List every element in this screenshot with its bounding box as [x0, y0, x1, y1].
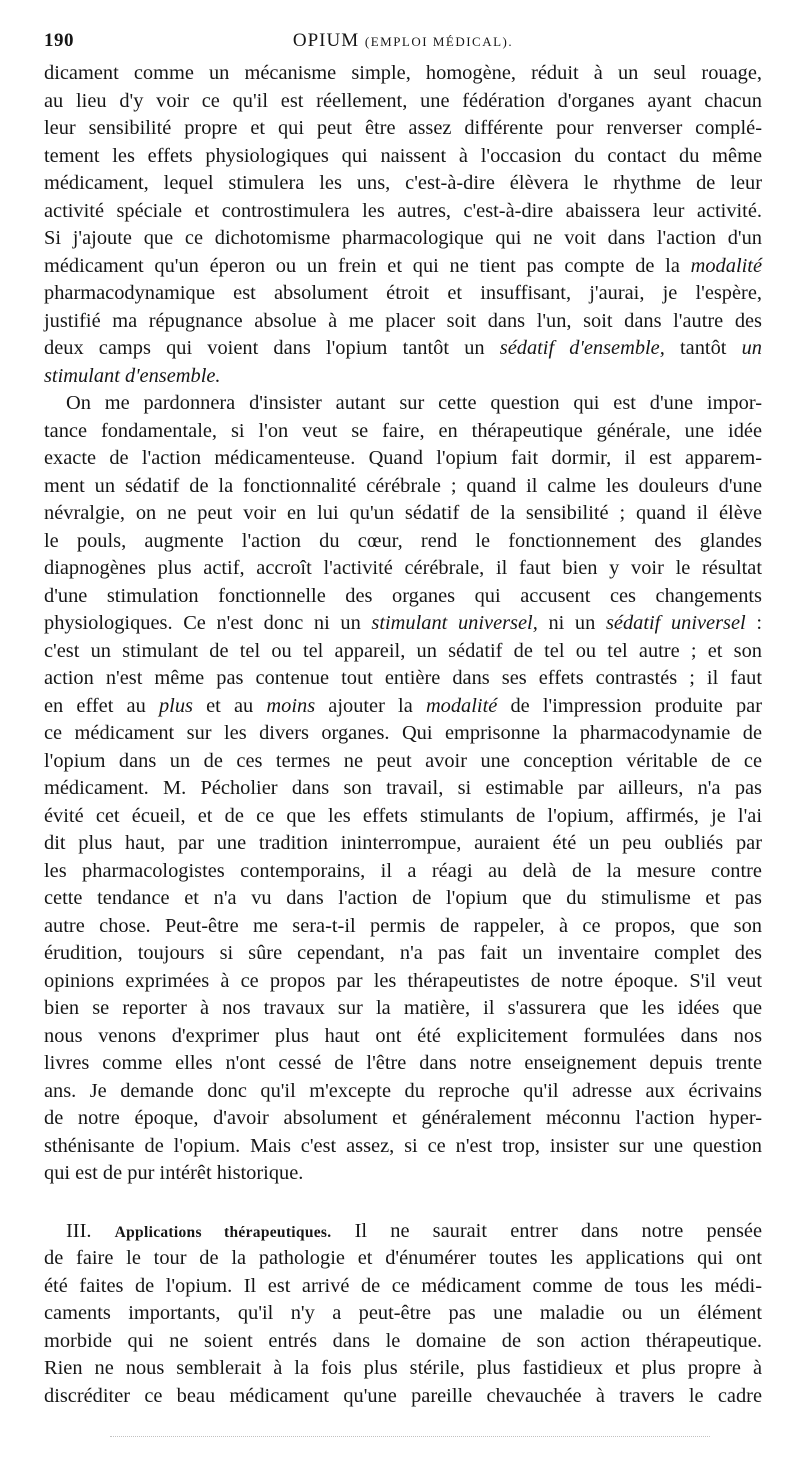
text-line: ce médicament sur les divers organes. Qui emprisonne la pharmacodynamie de [44, 722, 762, 744]
text-line: morbide qui ne soient entrés dans le domaine de son action thérapeutique. [44, 1329, 762, 1352]
text-line: ment un sédatif de la fonctionnalité cérébrale ; quand il calme les douleurs d'une [44, 474, 762, 497]
text-line: l'opium dans un de ces termes ne peut avoir une conception véritable de ce [44, 749, 762, 772]
italic-term: moins [266, 694, 316, 717]
text-line: pharmacodynamique est absolument étroit et insuffisant, j'aurai, je l'espère, [44, 282, 762, 304]
text-run: médicament qu'un éperon ou un frein et qui ne tient pas compte de la [44, 254, 691, 277]
text-line: discréditer ce beau médicament qu'une pareille chevauchée à travers le cadre [44, 1384, 762, 1407]
text-line: dicament comme un mécanisme simple, homogène, réduit à un seul rouage, [44, 62, 762, 84]
text-line: d'une stimulation fonctionnelle des organes qui accusent ces changements [44, 584, 762, 607]
text-line: autre chose. Peut-être me sera-t-il permis de rappeler, à ce propos, que son [44, 914, 762, 937]
text-line: c'est un stimulant de tel ou tel appareil, un sédatif de tel ou tel autre ; et son [44, 639, 762, 662]
text-line: leur sensibilité propre et qui peut être assez différente pour renverser complé- [44, 117, 762, 139]
text-line: les pharmacologistes contemporains, il a réagi au delà de la mesure contre [44, 859, 762, 882]
italic-term: sédatif universel [605, 612, 746, 634]
text-line: de faire le tour de la pathologie et d'énumérer toutes les applications qui ont [44, 1247, 762, 1269]
text-line [44, 335, 762, 363]
text-line: dit plus haut, par une tradition ininterrompue, auraient été un peu oubliés par [44, 832, 762, 854]
italic-term: stimulant d'ensemble. [44, 364, 221, 387]
page-number: 190 [44, 30, 74, 51]
running-head [44, 26, 762, 60]
text-run: : [745, 612, 762, 634]
text-line: diapnogènes plus actif, accroît l'activité cérébrale, il faut bien y voir le résultat [44, 557, 762, 579]
text-line: névralgie, on ne peut voir en lui qu'un sédatif de la sensibilité ; quand il élève [44, 502, 762, 524]
text-line: On me pardonnera d'insister autant sur cette question qui est d'une impor- [66, 392, 762, 414]
text-line: été faites de l'opium. Il est arrivé de ce médicament comme de tous les médi- [44, 1274, 762, 1297]
paragraph [44, 390, 762, 1188]
document-page [44, 26, 762, 1410]
text-line: justifié ma répugnance absolue à me placer soit dans l'un, soit dans l'autre des [44, 309, 762, 332]
running-title [44, 30, 762, 52]
text-run: deux camps qui voient dans l'opium tantôt un [44, 337, 500, 359]
text-line: érudition, toujours si sûre cependant, n'a pas fait un inventaire complet des [44, 942, 762, 964]
text-line: médicament, lequel stimulera les uns, c'est-à-dire élèvera le rhythme de leur [44, 172, 762, 194]
text-run: ajouter la [315, 694, 426, 717]
text-run: ni un [537, 612, 606, 634]
text-line [44, 1218, 762, 1246]
running-title-sub: (EMPLOI MÉDICAL). [364, 34, 514, 49]
section-title: Applications thérapeutiques. [114, 1223, 332, 1241]
text-run: de l'impression produite par [497, 694, 762, 717]
text-line: évité cet écueil, et de ce que les effets stimulants de l'opium, affirmés, je l'ai [44, 804, 762, 827]
text-run: tantôt [664, 337, 742, 359]
text-line: cette tendance et n'a vu dans l'action de l'opium que du stimulisme et pas [44, 887, 762, 909]
italic-term: stimulant universel, [371, 612, 538, 634]
text-line [44, 693, 762, 721]
paragraph-continued [44, 60, 762, 390]
text-line: sthénisante de l'opium. Mais c'est assez, si ce n'est trop, insister sur une question [44, 1134, 762, 1157]
section-therapeutic-applications [44, 1218, 762, 1411]
italic-term: sédatif d'ensemble, [499, 337, 665, 359]
text-line: opinions exprimées à ce propos par les thérapeutistes de notre époque. S'il veut [44, 969, 762, 992]
bottom-edge-artifact [110, 1436, 710, 1441]
text-run: Il ne saurait entrer dans notre pensée [331, 1219, 762, 1242]
text-line: tement les effets physiologiques qui naissent à l'occasion du contact du même [44, 144, 762, 167]
text-line: bien se reporter à nos travaux sur la matière, il s'assurera que les idées que [44, 997, 762, 1019]
text-run: en effet au [44, 694, 159, 717]
text-line: exacte de l'action médicamenteuse. Quand l'opium fait dormir, il est apparem- [44, 447, 762, 469]
text-line: caments importants, qu'il n'y a peut-être pas une maladie ou un élément [44, 1302, 762, 1324]
section-spacer [44, 1188, 762, 1218]
text-line: au lieu d'y voir ce qu'il est réellement, une fédération d'organes ayant chacun [44, 89, 762, 112]
text-line: Si j'ajoute que ce dichotomisme pharmacologique qui ne voit dans l'action d'un [44, 227, 762, 249]
text-line: nous venons d'exprimer plus haut ont été explicitement formulées dans nos [44, 1024, 762, 1047]
text-line: tance fondamentale, si l'on veut se faire, en thérapeutique générale, une idée [44, 419, 762, 442]
running-title-main: OPIUM [292, 30, 360, 51]
text-line [44, 363, 762, 391]
section-number: III. [66, 1219, 92, 1242]
italic-term: modalité [690, 254, 762, 277]
text-line [44, 253, 762, 281]
text-line: Rien ne nous semblerait à la fois plus stérile, plus fastidieux et plus propre à [44, 1357, 762, 1379]
text-run: et au [192, 694, 267, 717]
text-line: médicament. M. Pécholier dans son travail, si estimable par ailleurs, n'a pas [44, 777, 762, 799]
text-line: le pouls, augmente l'action du cœur, rend le fonctionnement des glandes [44, 529, 762, 552]
text-line: de notre époque, d'avoir absolument et généralement méconnu l'action hyper- [44, 1107, 762, 1129]
italic-term: un [741, 337, 762, 359]
text-line [44, 610, 762, 638]
text-line: ans. Je demande donc qu'il m'excepte du reproche qu'il adresse aux écrivains [44, 1079, 762, 1102]
italic-term: modalité [425, 694, 498, 717]
text-line: livres comme elles n'ont cessé de l'être dans notre enseignement depuis trente [44, 1052, 762, 1074]
text-run: physiologiques. Ce n'est donc ni un [44, 612, 372, 634]
italic-term: plus [158, 694, 193, 717]
text-line: activité spéciale et controstimulera les autres, c'est-à-dire abaissera leur activité. [44, 199, 762, 222]
text-line: action n'est même pas contenue tout entière dans ses effets contrastés ; il faut [44, 667, 762, 689]
text-line: qui est de pur intérêt historique. [44, 1162, 304, 1184]
